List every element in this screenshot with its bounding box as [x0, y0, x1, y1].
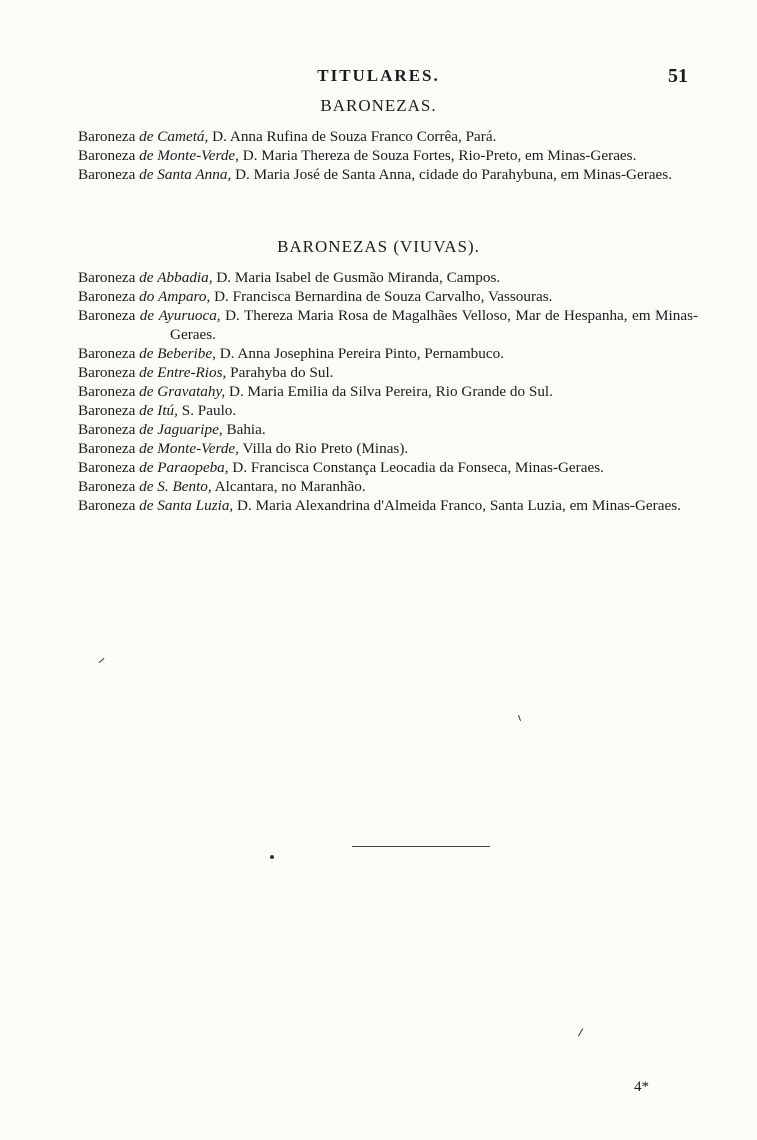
horizontal-rule — [352, 846, 490, 847]
section-heading-baronezas-viuvas: BARONEZAS (VIUVAS). — [277, 237, 480, 256]
list-item: Baroneza de Santa Anna, D. Maria José de Santa Anna, cidade do Parahybuna, em Minas-Geraes. — [78, 166, 672, 183]
list-item: Baroneza de Gravatahy, D. Maria Emilia da Silva Pereira, Rio Grande do Sul. — [78, 383, 553, 400]
list-item: Baroneza de S. Bento, Alcantara, no Maranhão. — [78, 478, 366, 495]
signature-mark: 4* — [634, 1079, 649, 1095]
ink-speck — [270, 855, 274, 859]
list-item: Baroneza de Monte-Verde, Villa do Rio Preto (Minas). — [78, 440, 409, 457]
list-item: Baroneza de Cametá, D. Anna Rufina de Souza Franco Corrêa, Pará. — [78, 128, 497, 145]
list-item: Baroneza de Jaguaripe, Bahia. — [78, 421, 266, 438]
section-heading-baronezas: BARONEZAS. — [320, 96, 437, 115]
list-item: Baroneza de Monte-Verde, D. Maria Thereza de Souza Fortes, Rio-Preto, em Minas-Geraes. — [78, 147, 637, 164]
page-title: TITULARES. — [317, 66, 440, 85]
ink-speck — [98, 658, 104, 663]
section-baronezas-entries — [78, 127, 698, 184]
page-number: 51 — [668, 65, 688, 87]
list-item: Baroneza de Beberibe, D. Anna Josephina Pereira Pinto, Pernambuco. — [78, 345, 504, 362]
list-item: Baroneza de Itú, S. Paulo. — [78, 402, 237, 419]
list-item: Baroneza de Santa Luzia, D. Maria Alexandrina d'Almeida Franco, Santa Luzia, em Minas-Geraes. — [78, 497, 681, 514]
list-item: Baroneza de Ayuruoca, D. Thereza Maria Rosa de Magalhães Velloso, Mar de Hespanha, em Minas-Geraes. — [78, 307, 699, 343]
section-baronezas-viuvas-entries — [78, 268, 698, 515]
list-item: Baroneza de Paraopeba, D. Francisca Constança Leocadia da Fonseca, Minas-Geraes. — [78, 459, 604, 476]
list-item: Baroneza de Abbadia, D. Maria Isabel de Gusmão Miranda, Campos. — [78, 269, 501, 286]
page-header — [0, 66, 757, 90]
ink-speck — [578, 1028, 583, 1036]
ink-speck — [518, 715, 521, 721]
list-item: Baroneza de Entre-Rios, Parahyba do Sul. — [78, 364, 334, 381]
list-item: Baroneza do Amparo, D. Francisca Bernardina de Souza Carvalho, Vassouras. — [78, 288, 553, 305]
